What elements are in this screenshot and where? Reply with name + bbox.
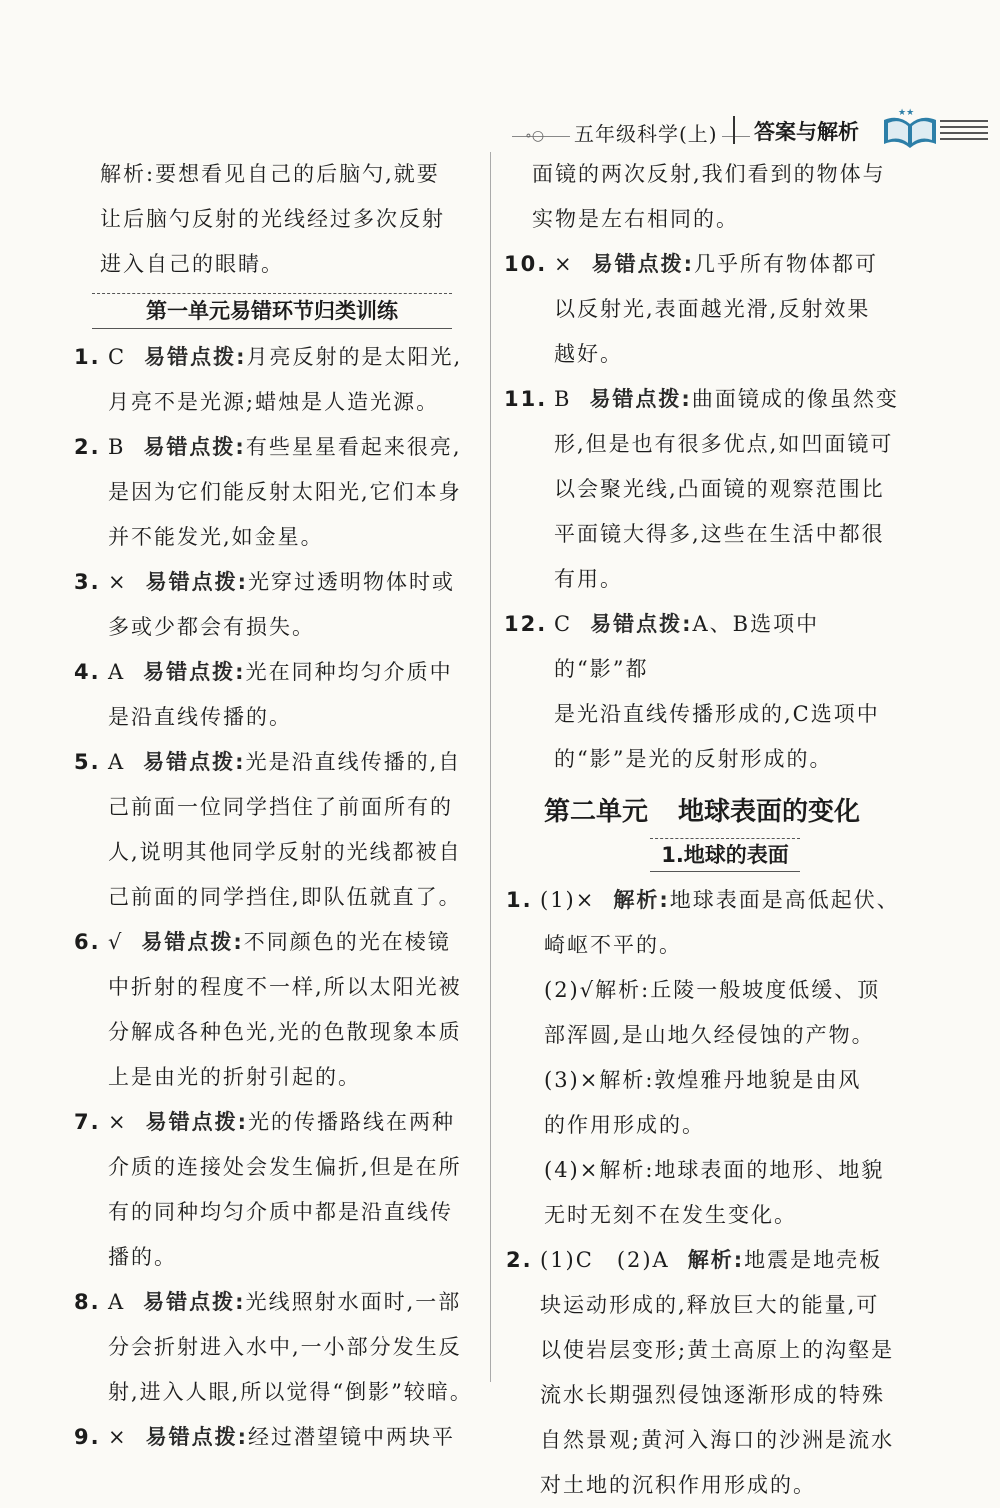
hint-tag: 易错点拨: [143, 750, 246, 774]
answer-item [74, 740, 473, 785]
q1-line: 崎岖不平的。 [544, 933, 682, 957]
answer-item [74, 920, 473, 965]
q2-line: 块运动形成的,释放巨大的能量,可 [540, 1293, 880, 1317]
item-answer: C [554, 612, 573, 636]
hint-text: 有些星星看起来很亮, [245, 435, 462, 459]
item-number: 10. [504, 252, 548, 276]
intro-line: 解析:要想看见自己的后脑勺,就要 [100, 162, 440, 186]
answer-line: 上是由光的折射引起的。 [108, 1065, 361, 1089]
hint-tag: 易错点拨: [145, 570, 249, 594]
hint-text: 丘陵一般坡度低缓、顶 [650, 978, 881, 1002]
item-number: 2. [506, 1248, 533, 1272]
hint-tag: 易错点拨: [590, 612, 693, 636]
item-number: 2. [74, 435, 101, 459]
page-header [0, 100, 1000, 160]
hint-tag: 解析: [687, 1248, 745, 1272]
intro-line: 进入自己的眼睛。 [100, 252, 284, 276]
hint-tag: 解析: [613, 888, 670, 912]
q1-line: 的作用形成的。 [544, 1113, 705, 1137]
hint-tag: 易错点拨: [591, 252, 695, 276]
hint-text: 光是沿直线传播的,自 [245, 750, 462, 774]
answer-item [74, 1280, 473, 1325]
question-1 [506, 878, 905, 1238]
hint-tag: 易错点拨: [144, 345, 247, 369]
q1-line: 部浑圆,是山地久经侵蚀的产物。 [544, 1023, 875, 1047]
answer-item [74, 650, 473, 695]
book-icon [880, 106, 940, 150]
item-answer: × [108, 1110, 128, 1134]
column-divider [490, 152, 491, 1382]
header-separator [733, 116, 735, 144]
item-answer: √ [108, 930, 124, 954]
answer-item [74, 425, 473, 470]
item-answer: × [554, 252, 574, 276]
intro-line: 让后脑勺反射的光线经过多次反射 [100, 207, 445, 231]
unit-title [544, 786, 905, 838]
answer-line: 以反射光,表面越光滑,反射效果 [554, 297, 871, 321]
unit-name: 地球表面的变化 [678, 797, 861, 827]
item-answer: × [108, 1425, 128, 1449]
q2-line: 流水长期强烈侵蚀逐渐形成的特殊 [540, 1383, 885, 1407]
hint-text: 地球表面的地形、地貌 [654, 1158, 885, 1182]
hint-tag: 易错点拨: [145, 1425, 249, 1449]
hint-tag: 易错点拨: [141, 930, 244, 954]
hint-text: 光的传播路线在两种 [248, 1110, 456, 1134]
answer-line: 的“影”是光的反射形成的。 [554, 747, 833, 771]
answer-line: 有用。 [554, 567, 623, 591]
hint-text: 经过潜望镜中两块平 [248, 1425, 456, 1449]
answer-line: 形,但是也有很多优点,如凹面镜可 [554, 432, 894, 456]
item-number: 4. [74, 660, 101, 684]
item-number: 1. [506, 888, 533, 912]
answer-line: 己前面的同学挡住,即队伍就直了。 [108, 885, 462, 909]
hint-text: 光在同种均匀介质中 [245, 660, 453, 684]
item-answer: (1)× [540, 888, 596, 912]
answer-line: 有的同种均匀介质中都是沿直线传 [108, 1200, 453, 1224]
item-number: 9. [74, 1425, 101, 1449]
answer-line: 中折射的程度不一样,所以太阳光被 [108, 975, 462, 999]
item-answer: (4)× [544, 1158, 600, 1182]
item-answer: A [108, 660, 126, 684]
answer-line: 越好。 [554, 342, 623, 366]
q1-line [510, 968, 905, 1013]
answer-line: 平面镜大得多,这些在生活中都很 [554, 522, 885, 546]
hint-tag: 易错点拨: [589, 387, 692, 411]
hint-tag: 易错点拨: [145, 1110, 249, 1134]
q1-line [510, 1148, 905, 1193]
answer-item [74, 1415, 473, 1460]
item-answer: C [108, 345, 127, 369]
q2-line [506, 1238, 905, 1283]
q1-line: 无时无刻不在发生变化。 [544, 1203, 797, 1227]
answer-line: 多或少都会有损失。 [108, 615, 315, 639]
hint-text: 月亮反射的是太阳光, [246, 345, 463, 369]
svg-text:★★: ★★ [898, 108, 915, 118]
answer-item [74, 1100, 473, 1145]
answer-item [504, 377, 905, 422]
dot-icon: ∘○ [525, 128, 545, 144]
answer-title: 答案与解析 [750, 116, 863, 146]
item-answer: (1)C (2)A [540, 1248, 670, 1272]
q2-line: 自然景观;黄河入海口的沙洲是流水 [540, 1428, 895, 1452]
answer-line: 并不能发光,如金星。 [108, 525, 324, 549]
item-answer: × [108, 570, 128, 594]
q2-line: 以使岩层变形;黄土高原上的沟壑是 [540, 1338, 895, 1362]
answer-line: 月亮不是光源;蜡烛是人造光源。 [108, 390, 440, 414]
item-number: 5. [74, 750, 101, 774]
hint-tag: 解析: [595, 978, 651, 1002]
hint-tag: 易错点拨: [143, 1290, 246, 1314]
hint-text: A、B选项中的“影”都 [554, 612, 820, 681]
item-number: 6. [74, 930, 101, 954]
item-answer: A [108, 1290, 126, 1314]
answer-line: 是沿直线传播的。 [108, 705, 292, 729]
answer-line: 射,进入人眼,所以觉得“倒影”较暗。 [108, 1380, 473, 1404]
intro-explanation [78, 152, 473, 287]
item-number: 1. [74, 345, 101, 369]
hint-text: 光线照射水面时,一部 [245, 1290, 462, 1314]
left-column [74, 152, 473, 1460]
item-answer: (3)× [544, 1068, 600, 1092]
hint-tag: 解析: [599, 1068, 655, 1092]
hint-tag: 易错点拨: [143, 660, 246, 684]
right-answer-list [504, 242, 905, 782]
hint-tag: 解析: [599, 1158, 655, 1182]
answer-line: 己前面一位同学挡住了前面所有的 [108, 795, 453, 819]
answer-line: 人,说明其他同学反射的光线都被自 [108, 840, 462, 864]
answer-item [504, 242, 905, 287]
item-answer: B [554, 387, 572, 411]
answer-line: 分会折射进入水中,一小部分发生反 [108, 1335, 462, 1359]
answer-item [74, 335, 473, 380]
item-number: 12. [504, 612, 548, 636]
lesson-title: 1.地球的表面 [650, 838, 800, 872]
hint-text: 敦煌雅丹地貌是由风 [654, 1068, 862, 1092]
answer-line: 介质的连接处会发生偏折,但是在所 [108, 1155, 462, 1179]
item-number: 8. [74, 1290, 101, 1314]
item-number: 11. [504, 387, 548, 411]
q2-line: 对土地的沉积作用形成的。 [540, 1473, 816, 1497]
hint-text: 地震是地壳板 [744, 1248, 883, 1272]
answer-line: 播的。 [108, 1245, 177, 1269]
right-column [504, 152, 905, 1508]
hint-text: 光穿过透明物体时或 [248, 570, 456, 594]
grade-subject: 五年级科学(上) [570, 118, 722, 147]
q1-line [506, 878, 905, 923]
answer-line: 是光沿直线传播形成的,C选项中 [554, 702, 880, 726]
hint-text: 地球表面是高低起伏、 [669, 888, 900, 912]
continued-line: 实物是左右相同的。 [532, 207, 739, 231]
answer-line: 分解成各种色光,光的色散现象本质 [108, 1020, 462, 1044]
unit-number: 第二单元 [544, 797, 649, 827]
item-number: 3. [74, 570, 101, 594]
header-lines [940, 120, 988, 144]
answer-line: 是因为它们能反射太阳光,它们本身 [108, 480, 462, 504]
hint-text: 不同颜色的光在棱镜 [243, 930, 451, 954]
continued-line: 面镜的两次反射,我们看到的物体与 [532, 162, 886, 186]
question-2 [506, 1238, 905, 1508]
answer-line: 以会聚光线,凸面镜的观察范围比 [554, 477, 885, 501]
q1-line [510, 1058, 905, 1103]
left-answer-list [74, 335, 473, 1460]
item-answer: B [108, 435, 126, 459]
hint-text: 曲面镜成的像虽然变 [691, 387, 899, 411]
answer-item [504, 602, 905, 692]
item-answer: A [108, 750, 126, 774]
answer-item [74, 560, 473, 605]
section-title: 第一单元易错环节归类训练 [92, 293, 452, 329]
hint-tag: 易错点拨: [143, 435, 246, 459]
hint-text: 几乎所有物体都可 [694, 252, 879, 276]
item-number: 7. [74, 1110, 101, 1134]
item-answer: (2)√ [544, 978, 596, 1002]
